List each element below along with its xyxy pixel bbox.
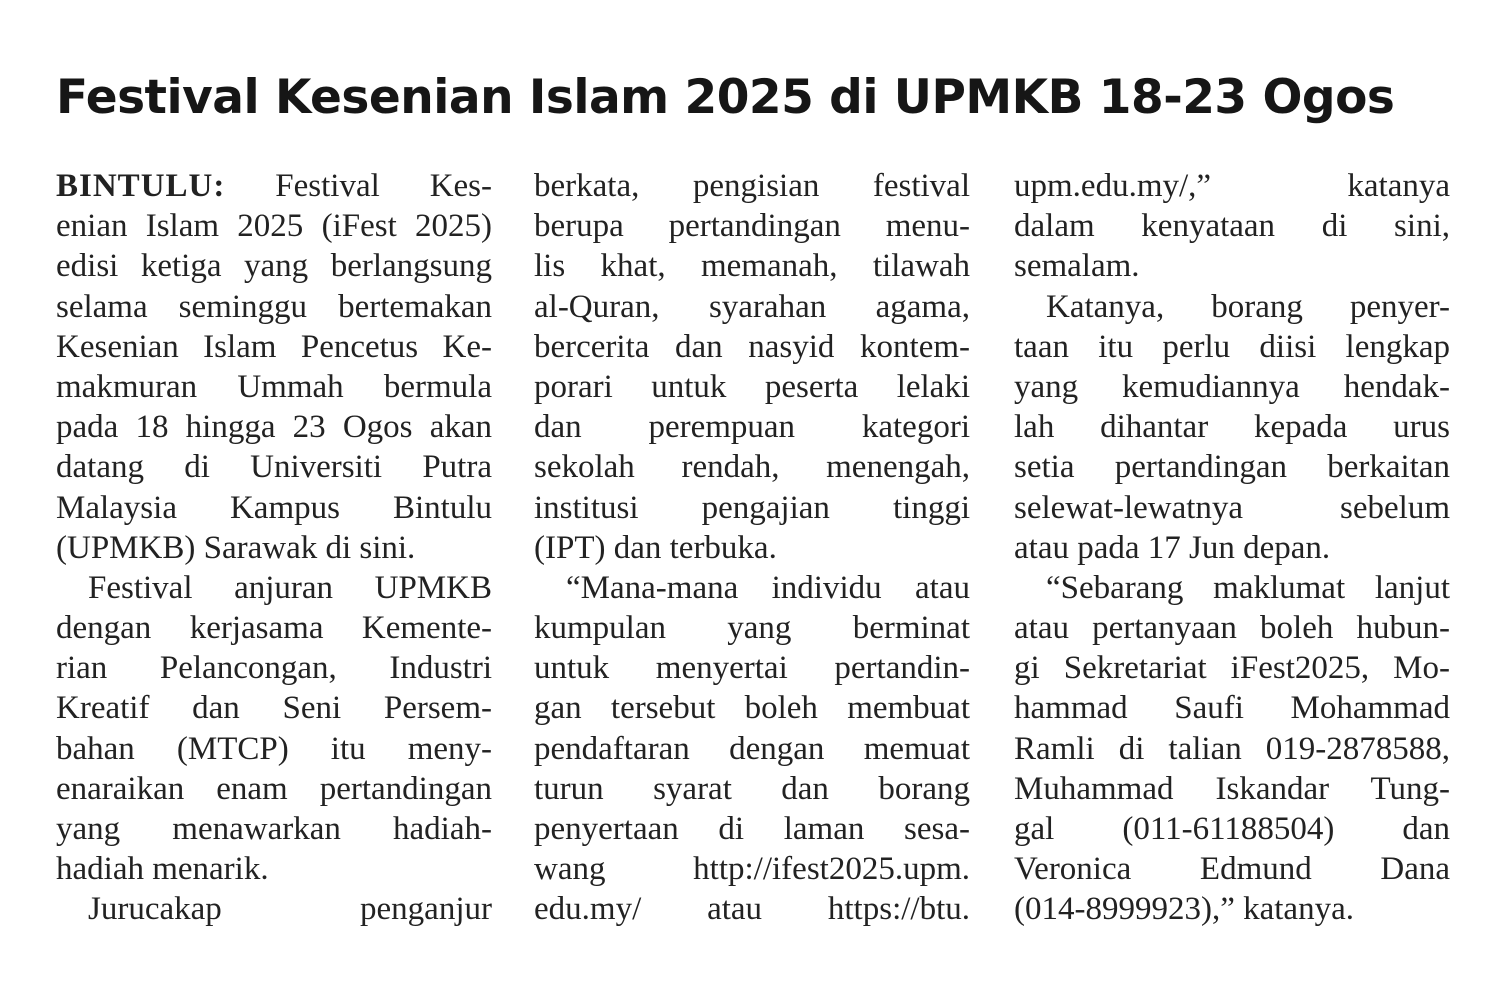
- article-line: (IPT) dan terbuka.: [534, 529, 777, 566]
- article-line: gi Sekretariat iFest2025, Mo-: [1014, 650, 1450, 687]
- article-line: hadiah menarik.: [56, 851, 269, 888]
- article-line: “Mana-mana individu atau: [566, 569, 970, 606]
- article-line: edisi ketiga yang berlangsung: [56, 248, 492, 285]
- article-line: “Sebarang maklumat lanjut: [1046, 569, 1450, 606]
- article-line: edu.my/ atau https://btu.: [534, 891, 970, 928]
- article-line: pendaftaran dengan memuat: [534, 730, 970, 767]
- article-line: gal (011-61188504) dan: [1014, 811, 1450, 847]
- article-line: Veronica Edmund Dana: [1014, 851, 1450, 888]
- article-line: dalam kenyataan di sini,: [1014, 208, 1450, 245]
- article-line: Festival anjuran UPMKB: [88, 569, 492, 606]
- article-line: selewat-lewatnya sebelum: [1014, 489, 1450, 526]
- article-line: makmuran Ummah bermula: [56, 368, 492, 405]
- article-line: Katanya, borang penyer-: [1046, 288, 1450, 325]
- article-line: atau pertanyaan boleh hubun-: [1014, 610, 1450, 647]
- article-line: selama seminggu bertemakan: [56, 288, 492, 325]
- article-line: turun syarat dan borang: [534, 770, 970, 807]
- article-line: gan tersebut boleh membuat: [534, 690, 970, 727]
- dateline: BINTULU:: [56, 168, 226, 204]
- article-line: kumpulan yang berminat: [534, 610, 970, 647]
- article-line: lah dihantar kepada urus: [1014, 409, 1450, 446]
- article-line: rian Pelancongan, Industri: [56, 650, 492, 687]
- article-line: Jurucakap penganjur: [88, 891, 492, 928]
- article-line: dan perempuan kategori: [534, 409, 970, 446]
- article-line: lis khat, memanah, tilawah: [534, 248, 970, 285]
- article-column-3: [1014, 166, 1450, 930]
- article-line: untuk menyertai pertandin-: [534, 650, 970, 687]
- article-line: bahan (MTCP) itu meny-: [56, 730, 492, 767]
- article-line: Ramli di talian 019-2878588,: [1014, 730, 1450, 767]
- article-line: yang menawarkan hadiah-: [56, 811, 492, 847]
- article-line: sekolah rendah, menengah,: [534, 449, 970, 486]
- article-line: setia pertandingan berkaitan: [1014, 449, 1450, 486]
- article-line: institusi pengajian tinggi: [534, 489, 970, 526]
- headline: Festival Kesenian Islam 2025 di UPMKB 18-23 Ogos: [56, 70, 1395, 125]
- article-line: berupa pertandingan menu-: [534, 208, 970, 245]
- article-line: berkata, pengisian festival: [534, 168, 970, 204]
- article-line: wang http://ifest2025.upm.: [534, 851, 970, 888]
- article-line: porari untuk peserta lelaki: [534, 368, 970, 405]
- article-line: Kreatif dan Seni Persem-: [56, 690, 492, 727]
- article-line: Kesenian Islam Pencetus Ke-: [56, 328, 492, 365]
- article-line: bercerita dan nasyid kontem-: [534, 328, 970, 365]
- article-column-2: [534, 166, 970, 930]
- article-line: enian Islam 2025 (iFest 2025): [56, 208, 492, 245]
- article-line: [56, 166, 492, 206]
- line-text: Festival Kes-: [275, 168, 492, 204]
- article-column-1: [56, 166, 492, 930]
- article-line: yang kemudiannya hendak-: [1014, 368, 1450, 405]
- article-line: Muhammad Iskandar Tung-: [1014, 770, 1450, 807]
- article-line: al-Quran, syarahan agama,: [534, 288, 970, 325]
- article-line: taan itu perlu diisi lengkap: [1014, 328, 1450, 365]
- article-line: enaraikan enam pertandingan: [56, 770, 492, 807]
- article-line: hammad Saufi Mohammad: [1014, 690, 1450, 727]
- article-line: datang di Universiti Putra: [56, 449, 492, 486]
- article-line: Malaysia Kampus Bintulu: [56, 489, 492, 526]
- article-line: penyertaan di laman sesa-: [534, 811, 970, 847]
- article-line: atau pada 17 Jun depan.: [1014, 529, 1331, 566]
- article-line: (014-8999923),” katanya.: [1014, 891, 1354, 928]
- article-line: pada 18 hingga 23 Ogos akan: [56, 409, 492, 446]
- article-line: upm.edu.my/,” katanya: [1014, 168, 1450, 204]
- article-line: dengan kerjasama Kemente-: [56, 610, 492, 647]
- article-line: semalam.: [1014, 248, 1140, 285]
- article-line: (UPMKB) Sarawak di sini.: [56, 529, 416, 566]
